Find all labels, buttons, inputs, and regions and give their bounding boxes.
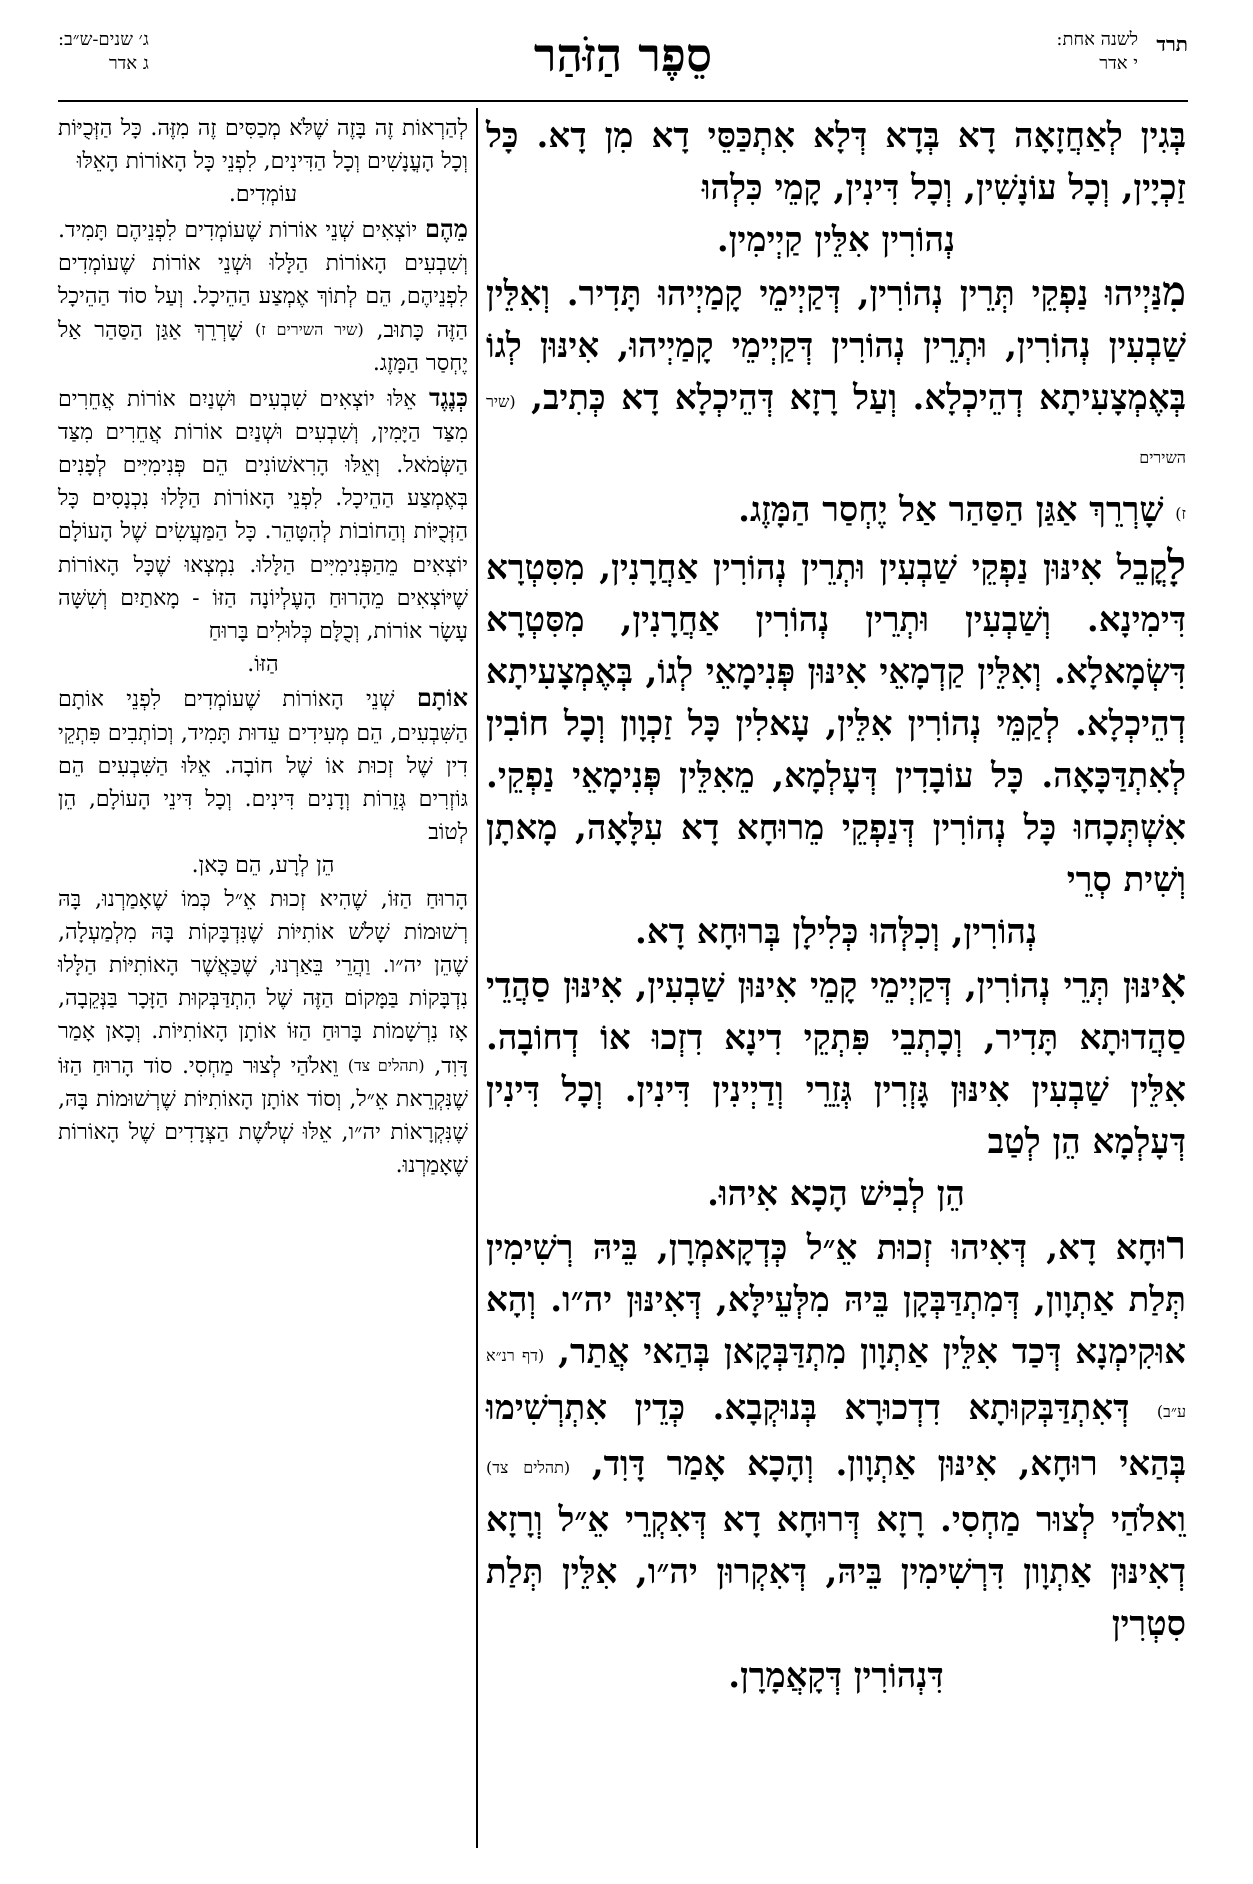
paragraph-end: עוֹמְדִים. bbox=[228, 182, 298, 208]
lead-letter: ר bbox=[1166, 1222, 1186, 1269]
hebrew-translation-column bbox=[58, 112, 468, 1183]
source-reference: (דף רנ״א ע״ב) bbox=[486, 1346, 1186, 1421]
paragraph: מִנַּיְיהוּ נַפְקֵי תְּרֵין נְהוֹרִין, דְּקַיְימֵי קָמַיְיהוּ תָּדִיר. וְאִלֵּין שַׁבְעִין נְהוֹרִין, וּתְרֵין נְהוֹרִין דְּקַיְימֵי קָמַיְיהוּ, אִינּוּן לְגוֹ בְּאֶמְצָעִיתָא דְהֵיכְלָא. וְעַל רָזָא דְּהֵיכְלָא דָא כְּתִיב, (שיר השירים bbox=[486, 268, 1187, 467]
paragraph: כְּנֶגֶד אֵלּוּ יוֹצְאִים שִׁבְעִים וּשְׁנַיִם אוֹרוֹת אֲחֵרִים מִצַּד הַיָּמִין, וְשִׁבְעִים וּשְׁנַיִם אוֹרוֹת אֲחֵרִים מִצַּד הַשְּׂמֹאל. וְאֵלּוּ הָרִאשׁוֹנִים הֵם פְּנִימִיִּים לְפָנִים בְּאֶמְצַע הַהֵיכָל. לִפְנֵי הָאוֹרוֹת הַלָּלוּ נִכְנָסִים כָּל הַזְּכֻיּוֹת וְהַחוֹבוֹת לְהִטָּהֵר. כָּל הַמַּעֲשִׂים שֶׁל הָעוֹלָם יוֹצְאִים מֵהַפְּנִימִיִּים הַלָּלוּ. נִמְצְאוּ שֶׁכָּל הָאוֹרוֹת שֶׁיּוֹצְאִים מֵהָרוּחַ הָעֶלְיוֹנָה הַזּוֹ - מָאתַיִם וְשִׁשָּׁה עָשָׂר אוֹרוֹת, וְכֻלָּם כְּלוּלִים בָּרוּחַ bbox=[58, 382, 468, 645]
schedule-date: ג אדר bbox=[108, 53, 149, 74]
header-rule bbox=[58, 100, 1188, 102]
paragraph: לְהַרְאוֹת זֶה בָּזֶה שֶׁלֹּא מְכַסִּים זֶה מִזֶּה. כָּל הַזְּכֻיּוֹת וְכָל הָעֳנָשִׁים וְכָל הַדִּינִים, לִפְנֵי כָּל הָאוֹרוֹת הָאֵלּוּ bbox=[58, 116, 468, 175]
lead-letter: מִ bbox=[1162, 268, 1186, 315]
paragraph-end: הֵן לְבִישׁ הָכָא אִיהוּ. bbox=[707, 1174, 965, 1214]
paragraph: בְּגִין לְאַחֲזָאָה דָא בְּדָא דְּלָא אִתְכַּסֵּי דָא מִן דָא. כָּל זַכְיָין, וְכָל עוֹנָשִׁין, וְכָל דִּינִין, קָמֵי כִּלְהוּ bbox=[486, 116, 1186, 208]
first-word: אוֹתָם bbox=[416, 683, 468, 713]
paragraph-end: הַזּוֹ. bbox=[247, 652, 279, 678]
lead-letter: לָ bbox=[1167, 542, 1186, 589]
page-number: תרד bbox=[1156, 32, 1188, 56]
schedule-label: לשנה אחת: bbox=[1056, 29, 1138, 50]
paragraph-end: דִּנְהוֹרִין דְּקָאֲמָרָן. bbox=[728, 1656, 944, 1696]
paragraph: אוֹתָם שְׁנֵי הָאוֹרוֹת שֶׁעוֹמְדִים לִפְנֵי אוֹתָם הַשִּׁבְעִים, הֵם מְעִידִים עֵדוּת תָּמִיד, וְכוֹתְבִים פִּתְקֵי דִין שֶׁל זְכוּת אוֹ שֶׁל חוֹבָה. אֵלּוּ הַשִּׁבְעִים הֵם גּוֹזְרִים גְּזֵרוֹת וְדָנִים דִּינִים. וְכָל דִּינֵי הָעוֹלָם, הֵן לְטוֹב bbox=[58, 683, 468, 846]
verse-quote: ז) שָׁרְרֵךְ אַגַּן הַסַּהַר אַל יֶחְסַר הַמָּזֶג. bbox=[738, 490, 1186, 530]
source-reference: (תהלים צד) bbox=[486, 1458, 571, 1477]
aramaic-column bbox=[486, 110, 1186, 1702]
source-reference: (שיר השירים ז) bbox=[255, 320, 364, 340]
lead-letter: אִ bbox=[1160, 960, 1186, 1007]
source-reference: (תהלים צד) bbox=[347, 1055, 425, 1075]
first-word: מֵהֶם bbox=[424, 213, 468, 243]
paragraph: רוּחָא דָא, דְּאִיהוּ זְכוּת אֵ״ל כְּדְקָאמְרָן, בֵּיהּ רְשִׁימִין תְּלַת אַתְוָון, דְּמִתְדַּבְּקָן בֵּיהּ מִלְּעֵילָּא, דְּאִינּוּן יה״ו. וְהָא אוּקִימְנָא דְּכַד אִלֵּין אַתְוָון מִתְדַּבְּקָאן בְּהַאי אֲתַר, (דף רנ״א ע״ב) דְּאִתְדַּבְּקוּתָא דִדְכוּרָא בְּנוּקְבָא. כְּדֵין אִתְרְשִׁימוּ בְּהַאי רוּחָא, אִינּוּן אַתְוָון. וְהָכָא אָמַר דָּוִד, (תהלים צד) וֵאלֹהַי לְצוּר מַחְסִי. רָזָא דְּרוּחָא דָא דְּאִקְרֵי אֵ״ל וְרָזָא דְאִינּוּן אַתְוָון דִּרְשִׁימִין בֵּיהּ, דְּאִקְרוּן יה״ו, אִלֵּין תְּלַת סִטְרִין bbox=[486, 1222, 1187, 1644]
source-reference: ז) bbox=[1175, 504, 1186, 523]
study-schedule-three-years bbox=[58, 28, 149, 76]
paragraph: מֵהֶם יוֹצְאִים שְׁנֵי אוֹרוֹת שֶׁעוֹמְדִים לִפְנֵיהֶם תָּמִיד. וְשִׁבְעִים הָאוֹרוֹת הַלָּלוּ וּשְׁנֵי אוֹרוֹת שֶׁעוֹמְדִים לִפְנֵיהֶם, הֵם לְתוֹךְ אֶמְצַע הַהֵיכָל. וְעַל סוֹד הַהֵיכָל הַזֶּה כָּתוּב, (שיר השירים ז) שָׁרְרֵךְ אַגַּן הַסַּהַר אַל יֶחְסַר הַמָּזֶג. bbox=[58, 213, 469, 377]
paragraph: לָקֳבֵל אִינּוּן נַפְקֵי שַׁבְעִין וּתְרֵין נְהוֹרִין אַחֲרָנִין, מִסִּטְרָא דִּימִינָא. וְשַׁבְעִין וּתְרֵין נְהוֹרִין אַחֲרָנִין, מִסִּטְרָא דִּשְׂמָאלָא. וְאִלֵּין קַדְמָאֵי אִינּוּן פְּנִימָאֵי לְגוֹ, בְּאֶמְצָעִיתָא דְהֵיכְלָא. לְקַמֵּי נְהוֹרִין אִלֵּין, עָאלִין כָּל זַכְוָון וְכָל חוֹבִין לְאִתְדַּכָּאָה. כָּל עוֹבָדִין דְּעָלְמָא, מֵאִלֵּין פְּנִימָאֵי נַפְקֵי. אִשְׁתְּכָחוּ כָּל נְהוֹרִין דְּנַפְקֵי מֵרוּחָא דָא עִלָּאָה, מָאתָן וְשִׁית סְרֵי bbox=[486, 542, 1186, 900]
paragraph: הָרוּחַ הַזּוֹ, שֶׁהִיא זְכוּת אֵ״ל כְּמוֹ שֶׁאָמַרְנוּ, בָּהּ רְשׁוּמוֹת שָׁלֹשׁ אוֹתִיּוֹת שֶׁנִּדְבָּקוֹת בָּהּ מִלְמַעְלָה, שֶׁהֵן יה״ו. וַהֲרֵי בֵּאַרְנוּ, שֶׁכַּאֲשֶׁר הָאוֹתִיּוֹת הַלָּלוּ נִדְבָּקוֹת בַּמָּקוֹם הַזֶּה שֶׁל הִתְדַּבְּקוּת הַזָּכָר בַּנְּקֵבָה, אָז נִרְשָׁמוֹת בָּרוּחַ הַזּוֹ אוֹתָן הָאוֹתִיּוֹת. וְכָאן אָמַר דָּוִד, (תהלים צד) וֵאלֹהַי לְצוּר מַחְסִי. סוֹד הָרוּחַ הַזּוֹ שֶׁנִּקְרֵאת אֵ״ל, וְסוֹד אוֹתָן הָאוֹתִיּוֹת שֶׁרְשׁוּמוֹת בָּהּ, שֶׁנִּקְרָאוֹת יה״ו, אֵלּוּ שְׁלֹשֶׁת הַצְּדָדִים שֶׁל הָאוֹרוֹת שֶׁאָמַרְנוּ. bbox=[58, 886, 468, 1179]
schedule-label: ג׳ שנים-ש״ב: bbox=[58, 29, 149, 50]
paragraph-end: נְהוֹרִין, וְכִלְּהוּ כְּלִילָן בְּרוּחָא דָא. bbox=[634, 912, 1038, 952]
column-divider bbox=[476, 108, 478, 1848]
paragraph: אִינּוּן תְּרֵי נְהוֹרִין, דְּקַיְימֵי קָמֵי אִינּוּן שַׁבְעִין, אִינּוּן סַהֲדֵי סַהֲדוּתָא תָּדִיר, וְכָתְבֵי פִּתְקֵי דִינָא דִזְכוּ אוֹ דְחוֹבָה. אִלֵּין שַׁבְעִין אִינּוּן גָּזְרִין גְּזֵרֵי וְדַיְינִין דִּינִין. וְכָל דִּינִין דְּעָלְמָא הֵן לְטַב bbox=[486, 960, 1186, 1162]
book-title: סֵפֶר הַזֹּהַר bbox=[533, 28, 713, 82]
source-reference: (שיר השירים bbox=[486, 392, 1186, 467]
paragraph-end: נְהוֹרִין אִלֵּין קַיְימִין. bbox=[716, 220, 956, 260]
first-word: כְּנֶגֶד bbox=[429, 382, 468, 412]
schedule-date: י אדר bbox=[1099, 53, 1138, 74]
page-header bbox=[58, 22, 1188, 94]
paragraph-end: הֵן לְרָע, הֵם כָּאן. bbox=[191, 853, 335, 879]
